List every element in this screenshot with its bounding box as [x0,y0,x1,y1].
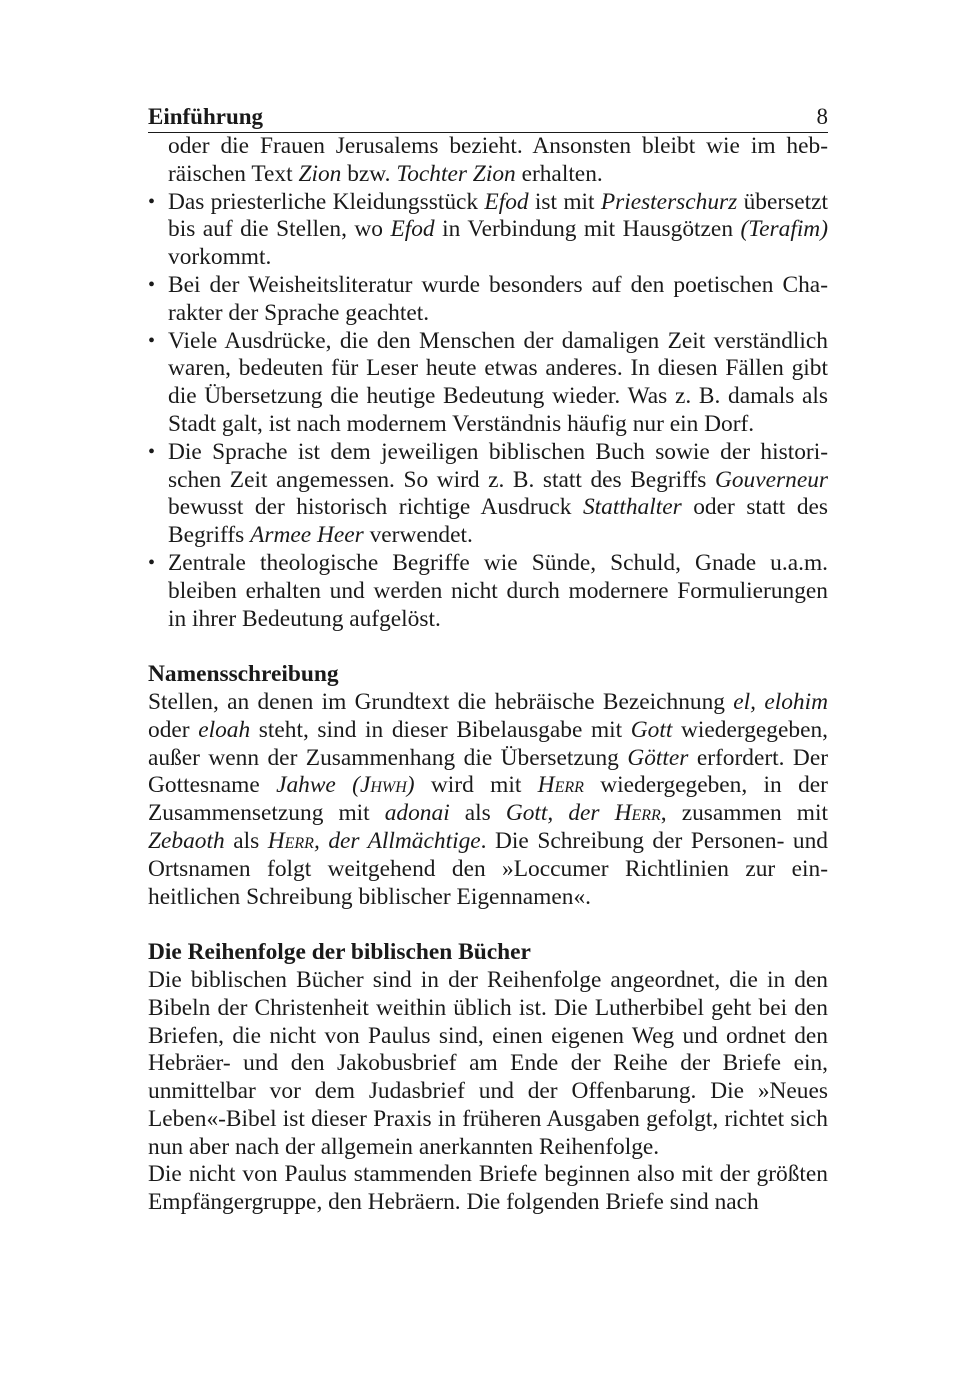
continuation-paragraph [148,133,828,189]
italic-term: Efod [390,216,435,243]
section-heading-names: Namensschreibung [148,661,339,688]
paragraph-names [148,689,828,911]
bullet-icon: • [148,329,156,352]
italic-term: , der Allmächtige [313,827,481,854]
italic-term: Jahwe ( [276,772,360,799]
italic-term: Priesterschurz [600,188,738,215]
italic-term: el, elohim [733,688,828,715]
list-item [148,328,828,439]
text-run: Stellen, an denen im Grundtext die hebräische Bezeichnung [148,688,734,715]
text-run: verwendet. [363,522,473,549]
italic-term: Statthalter [582,494,682,521]
text-run: als [449,800,506,827]
italic-term: ) [406,772,415,799]
italic-term: Gott, der [505,800,615,827]
list-item [148,272,828,328]
text-run: Das priesterliche Kleidungsstück [168,188,485,215]
text-run: Die Sprache ist dem jeweiligen biblischen Buch sowie der historischen Zeit angemessen. So wird z. B. statt des Begriffs [168,438,828,493]
text-run: vorkommt. [168,244,272,271]
small-caps-term: Herr [267,827,314,854]
text-run: Zentrale theologische Begriffe wie Sünde, Schuld, Gnade u.a.m. bleiben erhalten und werden nicht durch modernere Formulierungen in ihrer Bedeutung aufgelöst. [168,549,828,632]
text-run: oder [148,716,199,743]
text-run: ist mit [528,188,601,215]
text-run: oder die Frauen Jerusalems bezieht. Ansonsten bleibt wie im hebräischen Text [168,133,828,187]
page [148,100,828,1217]
text-run: wird mit [414,772,538,799]
running-header [148,100,828,133]
italic-term: Zion [298,160,342,187]
text-run: als [224,827,268,854]
paragraph-book-order-2: Die nicht von Paulus stammenden Briefe beginnen also mit der größten Empfängergruppe, den Hebräern. Die folgenden Briefe sind nach [148,1161,828,1216]
text-run: , zusammen mit [660,800,828,827]
list-item [148,439,828,550]
small-caps-term: Jhwh [359,772,407,799]
text-run: . Die Schreibung der Personen- und Ortsnamen folgt weitgehend den »Loccumer Richtlinien zur einheitlichen Schreibung biblischer Eigennamen«. [148,827,828,910]
text-run: Viele Ausdrücke, die den Menschen der damaligen Zeit verständlich waren, bedeuten für Leser heute etwas anderes. In diesen Fällen gibt die Übersetzung die heutige Bedeutung wieder. Was z. B. damals als Stadt galt, ist nach modernem Verständnis häufig nur ein Dorf. [168,327,828,437]
text-run: wiedergegeben, in der Zusammensetzung mit [148,772,828,827]
italic-term: Götter [627,744,689,771]
text-run: übersetzt bis auf die Stellen, wo [168,188,828,243]
italic-term: Zebaoth [148,827,225,854]
paragraph-book-order-1: Die biblischen Bücher sind in der Reihenfolge angeordnet, die in den Bibeln der Christenheit weithin üblich ist. Die Lutherbibel geht bei den Briefen, die nicht von Paulus sind, einen eigenen Weg und ordnet den Hebräer- und den Jakobusbrief am Ende der Reihe der Briefe ein, unmittelbar vor dem Judasbrief und der Offenbarung. Die »Neues Leben«-Bibel ist dieser Praxis in früheren Ausgaben gefolgt, richtet sich nun aber nach der allgemein anerkannten Reihenfolge. [148,966,828,1160]
list-item [148,550,828,633]
italic-term: Armee Heer [250,522,364,549]
section-heading-book-order: Die Reihenfolge der biblischen Bücher [148,939,531,966]
bullet-icon: • [148,551,156,574]
header-title: Einführung [148,104,264,129]
text-run: bewusst der historisch richtige Ausdruck [168,494,583,521]
italic-term: Tochter Zion [396,160,516,187]
bullet-list [148,189,828,634]
bullet-icon: • [148,190,156,213]
small-caps-term: Herr [614,800,661,827]
body-text [148,133,828,1217]
list-item [148,189,828,272]
italic-term: (Terafim) [740,216,828,243]
text-run: in Verbindung mit Hausgötzen [434,216,741,243]
page-number: 8 [816,104,828,129]
italic-term: eloah [198,716,251,743]
text-run: bzw. [341,160,397,187]
italic-term: adonai [384,800,450,827]
text-run: oder statt des Begriffs [168,494,829,549]
small-caps-term: Herr [537,772,584,799]
text-run: steht, sind in dieser Bibelausgabe mit [250,716,631,743]
text-run: erfordert. Der Gottesname [148,744,828,799]
bullet-icon: • [148,273,156,296]
italic-term: Gott [630,716,673,743]
text-run: Bei der Weisheitsliteratur wurde besonders auf den poetischen Charakter der Sprache geachtet. [168,271,828,326]
text-run: erhalten. [515,160,603,187]
italic-term: Efod [484,188,529,215]
italic-term: Gouverneur [714,466,828,493]
text-run: wiedergegeben, außer wenn der Zusammenhang die Übersetzung [148,716,828,771]
bullet-icon: • [148,440,156,463]
